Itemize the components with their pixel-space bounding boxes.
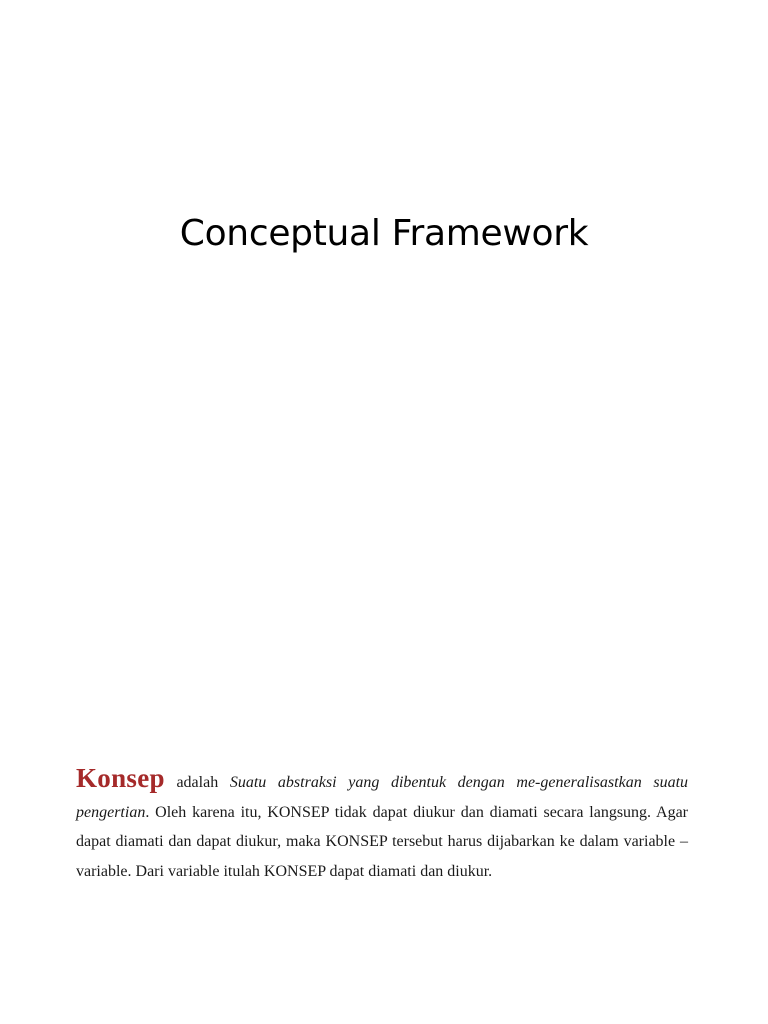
definition-text: Suatu abstraksi yang dibentuk dengan me-generalisastkan suatu pengertian (76, 774, 689, 821)
konsep-paragraph (76, 764, 688, 886)
definition-period: . (145, 803, 150, 821)
paragraph-rest: Oleh karena itu, KONSEP tidak dapat diukur dan diamati secara langsung. Agar dapat diamati dan dapat diukur, maka KONSEP tersebut harus dijabarkan ke dalam variable – variable. Dari variable itulah KONSEP dapat diamati dan diukur. (76, 803, 688, 880)
page-title: Conceptual Framework (179, 213, 589, 254)
term-konsep: Konsep (76, 763, 165, 793)
connector-text: adalah (164, 774, 230, 791)
